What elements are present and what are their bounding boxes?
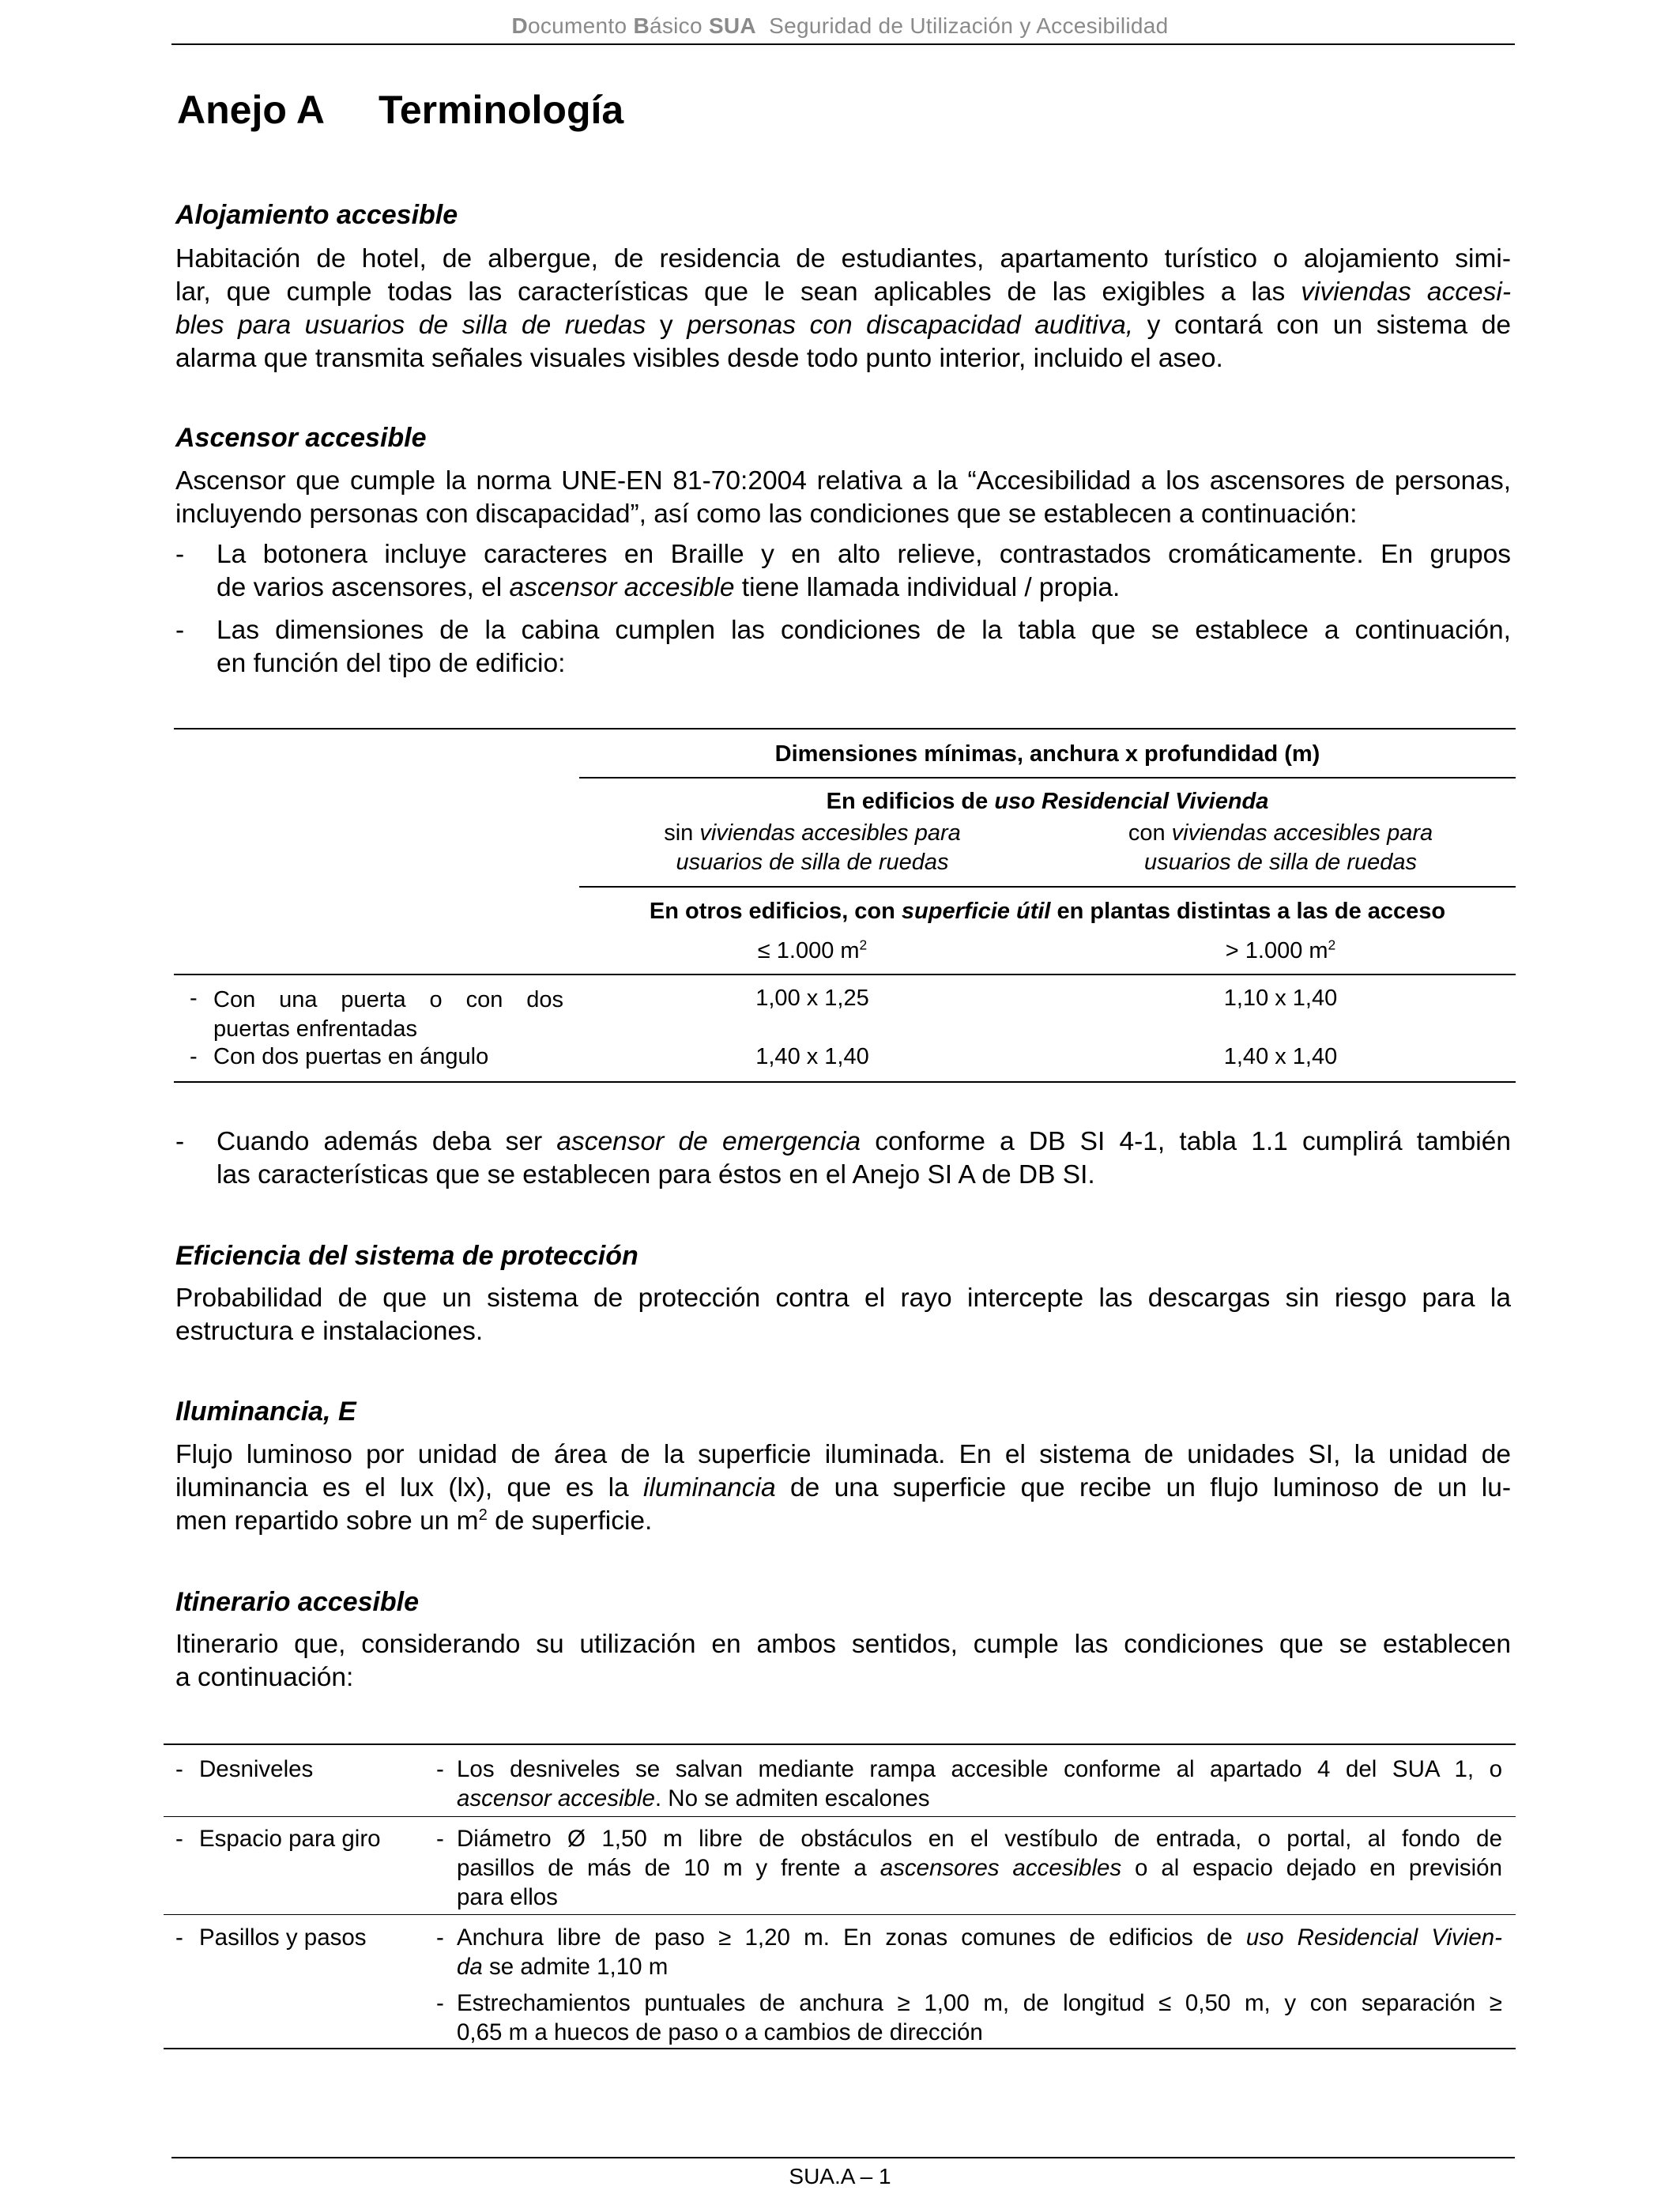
text-line: las características que se establecen para éstos en el Anejo SI A de DB SI. bbox=[217, 1160, 1095, 1189]
chapter-name: Terminología bbox=[379, 88, 624, 132]
header-initial-d: D bbox=[511, 13, 528, 38]
definition-ascensor bbox=[175, 465, 1511, 531]
row-dash: - bbox=[190, 1044, 198, 1069]
text-line: Cuando además deba ser ascensor de emergencia conforme a DB SI 4-1, tabla 1.1 cumplirá también bbox=[217, 1127, 1511, 1156]
row-condition: Anchura libre de paso ≥ 1,20 m. En zonas comunes de edificios de uso Residencial Vivien- da se admite 1,10 m bbox=[457, 1924, 1502, 1980]
text-line: incluyendo personas con discapacidad”, así como las condiciones que se establecen a continuación: bbox=[175, 499, 1358, 529]
table-rule bbox=[174, 728, 1516, 729]
row-label: Espacio para giro bbox=[199, 1826, 381, 1852]
header-text: ocumento bbox=[528, 13, 634, 38]
item-dash: - bbox=[436, 1924, 444, 1951]
table-rule bbox=[164, 2048, 1516, 2049]
row-condition: Estrechamientos puntuales de anchura ≥ 1,00 m, de longitud ≤ 0,50 m, y con separación ≥ 0,65 m a huecos de paso o a cambios de dirección bbox=[457, 1990, 1502, 2045]
definition-iluminancia bbox=[175, 1438, 1511, 1538]
header-initial-b: B bbox=[633, 13, 650, 38]
text-line: de varios ascensores, el ascensor accesible tiene llamada individual / propia. bbox=[217, 573, 1121, 602]
text-line: lar, que cumple todas las características que le sean aplicables de las exigibles a las viviendas accesi- bbox=[175, 277, 1512, 307]
bullet-dash: - bbox=[175, 1127, 185, 1156]
item-dash: - bbox=[436, 1756, 444, 1782]
row-dash: - bbox=[175, 1924, 183, 1951]
header-text: ásico bbox=[649, 13, 709, 38]
row-label: Con dos puertas en ángulo bbox=[213, 1044, 489, 1069]
row-label: Pasillos y pasos bbox=[199, 1924, 367, 1951]
text-line: Flujo luminoso por unidad de área de la superficie iluminada. En el sistema de unidades SI, la unidad de bbox=[175, 1440, 1511, 1469]
table-header: Dimensiones mínimas, anchura x profundidad (m) bbox=[774, 741, 1320, 767]
header-subtitle: Seguridad de Utilización y Accesibilidad bbox=[755, 13, 1169, 38]
term-eficiencia: Eficiencia del sistema de protección bbox=[175, 1241, 638, 1271]
text-line: La botonera incluye caracteres en Braille y en alto relieve, contrastados cromáticamente. En grupos bbox=[217, 540, 1511, 569]
row-value: 1,10 x 1,40 bbox=[1223, 986, 1338, 1011]
row-condition: Los desniveles se salvan mediante rampa accesible conforme al apartado 4 del SUA 1, o ascensor accesible. No se admiten escalones bbox=[457, 1756, 1502, 1811]
header-rule bbox=[171, 43, 1515, 45]
text-line: alarma que transmita señales visuales visibles desde todo punto interior, incluido el aseo. bbox=[175, 344, 1223, 373]
running-header bbox=[0, 13, 1680, 39]
definition-eficiencia bbox=[175, 1282, 1511, 1348]
term-alojamiento: Alojamiento accesible bbox=[175, 200, 458, 230]
page-number: SUA.A – 1 bbox=[789, 2164, 891, 2188]
text-line: Itinerario que, considerando su utilización en ambos sentidos, cumple las condiciones que se establecen bbox=[175, 1630, 1511, 1659]
row-label: Desniveles bbox=[199, 1756, 314, 1782]
footer-rule bbox=[171, 2157, 1515, 2158]
text-line: men repartido sobre un $m^2$ de superficie. bbox=[175, 1506, 653, 1536]
table-rule bbox=[579, 886, 1516, 888]
table-rule bbox=[164, 1914, 1516, 1915]
row-value: 1,40 x 1,40 bbox=[755, 1044, 869, 1069]
row-label: Con una puerta o con dos puertas enfrentadas bbox=[213, 987, 563, 1042]
col-gt-1000: > 1.000 $m^2$ bbox=[1225, 937, 1336, 963]
table-rule bbox=[579, 777, 1516, 778]
table-rule bbox=[164, 1816, 1516, 1817]
col-le-1000: ≤ 1.000 $m^2$ bbox=[757, 937, 868, 963]
row-dash: - bbox=[190, 986, 198, 1011]
row-dash: - bbox=[175, 1826, 183, 1852]
residential-heading: En edificios de uso Residencial Vivienda bbox=[826, 789, 1269, 814]
row-value: 1,00 x 1,25 bbox=[755, 986, 869, 1011]
definition-itinerario bbox=[175, 1628, 1511, 1695]
chapter-title bbox=[177, 87, 623, 133]
header-sua: SUA bbox=[708, 13, 756, 38]
text-line: estructura e instalaciones. bbox=[175, 1317, 484, 1346]
text-line: Habitación de hotel, de albergue, de residencia de estudiantes, apartamento turístico o alojamiento simi- bbox=[175, 244, 1511, 273]
text-line: Ascensor que cumple la norma UNE-EN 81-70:2004 relativa a la “Accesibilidad a los ascensores de personas, bbox=[175, 466, 1511, 496]
table-rule bbox=[174, 1081, 1516, 1083]
bullet-dash: - bbox=[175, 616, 185, 645]
col-con-viviendas: con viviendas accesibles para usuarios de silla de ruedas bbox=[1128, 820, 1433, 875]
chapter-number: Anejo A bbox=[177, 88, 326, 132]
col-sin-viviendas: sin viviendas accesibles para usuarios de silla de ruedas bbox=[664, 820, 961, 875]
item-dash: - bbox=[436, 1826, 444, 1852]
text-line: Probabilidad de que un sistema de protección contra el rayo intercepte las descargas sin riesgo para la bbox=[175, 1284, 1511, 1313]
row-condition: Diámetro Ø 1,50 m libre de obstáculos en el vestíbulo de entrada, o portal, al fondo de pasillos de más de 10 m y frente a ascensores accesibles o al espacio dejado en previsión para ellos bbox=[457, 1826, 1502, 1910]
bullet-dash: - bbox=[175, 540, 185, 569]
text-line: en función del tipo de edificio: bbox=[217, 649, 566, 678]
other-buildings-heading: En otros edificios, con superficie útil en plantas distintas a las de acceso bbox=[649, 899, 1446, 924]
text-line: Las dimensiones de la cabina cumplen las condiciones de la tabla que se establece a continuación, bbox=[217, 616, 1511, 645]
row-value: 1,40 x 1,40 bbox=[1223, 1044, 1338, 1069]
row-dash: - bbox=[175, 1756, 183, 1782]
table-rule bbox=[164, 1744, 1516, 1745]
text-line: bles para usuarios de silla de ruedas y personas con discapacidad auditiva, y contará con un sistema de bbox=[175, 311, 1511, 340]
text-line: iluminancia es el lux (lx), que es la iluminancia de una superficie que recibe un flujo luminoso de un lu- bbox=[175, 1473, 1511, 1502]
term-itinerario: Itinerario accesible bbox=[175, 1587, 420, 1617]
term-ascensor: Ascensor accesible bbox=[175, 423, 427, 453]
item-dash: - bbox=[436, 1990, 444, 2016]
term-iluminancia: Iluminancia, E bbox=[175, 1397, 356, 1427]
definition-alojamiento bbox=[175, 243, 1511, 375]
text-line: a continuación: bbox=[175, 1663, 354, 1692]
table-rule bbox=[174, 974, 1516, 975]
